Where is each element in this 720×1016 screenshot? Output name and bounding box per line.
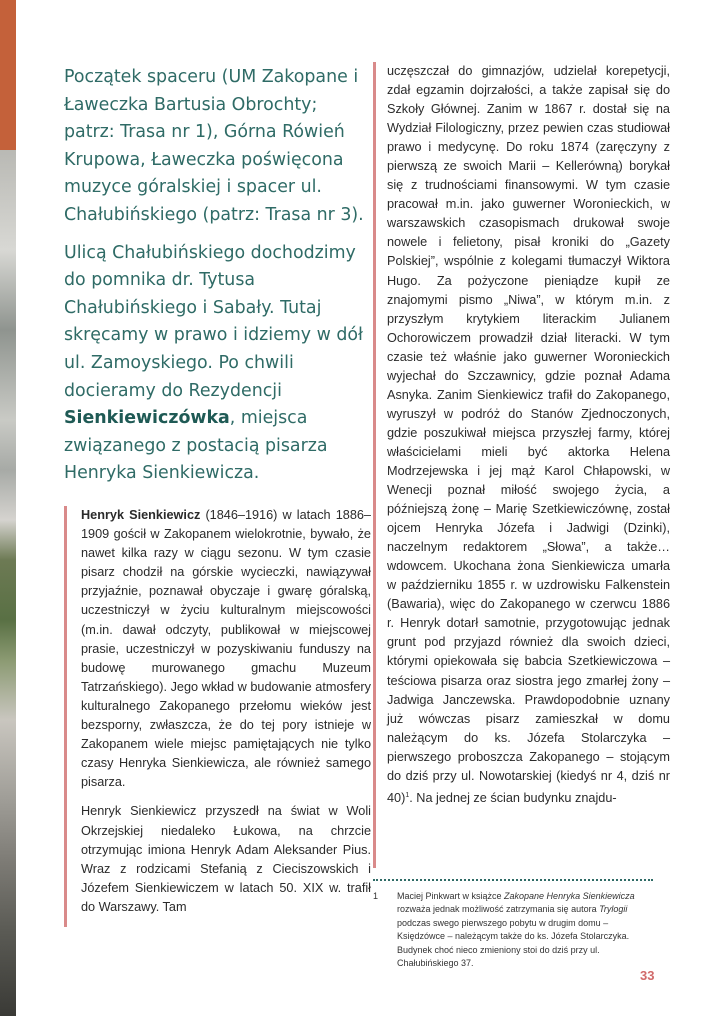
box-paragraph-1 [81, 506, 371, 792]
footnote-trilogy-title: Trylogii [599, 904, 628, 915]
intro-text-start: Ulicą Chałubińskiego dochodzimy do pomnika dr. Tytusa Chałubińskiego i Sabały. Tutaj skręcamy w prawo i idziemy w dół ul. Zamoyskiego. Po chwili docieramy do Rezydencji [64, 242, 363, 401]
intro-paragraph-2 [64, 240, 364, 488]
box-paragraph-2: Henryk Sienkiewicz przyszedł na świat w Woli Okrzejskiej niedaleko Łukowa, na chrzcie otrzymując imiona Henryk Adam Aleksander Pius. Wraz z rodzicami Stefanią z Cieciszowskich i Józefem Sienkiewiczem w latach 50. XIX w. trafił do Warszawy. Tam [81, 804, 371, 914]
biography-box [64, 506, 371, 927]
footnote-text-2: rozważa jednak możliwość zatrzymania się autora [397, 904, 600, 915]
route-intro [64, 64, 364, 498]
footnote-text-3: podczas swego pierwszego pobytu w drugim domu – Księdzówce – należącym także do ks. Józefa Stolarczyka. Budynek choć nieco zmieniony stoi do dziś przy ul. Chałubińskiego 37. [397, 917, 630, 969]
decorative-photo-strip [0, 0, 16, 1016]
right-column-end: . Na jednej ze ścian budynku znajdu- [409, 791, 617, 806]
right-column [373, 62, 670, 868]
footnote-text [397, 890, 655, 970]
page-number: 33 [640, 968, 655, 983]
right-column-body: uczęszczał do gimnazjów, udzielał korepetycji, zdał egzamin dojrzałości, a także zapisał się do Szkoły Głównej. Zanim w 1867 r. dostał się na Wydział Filologiczny, przez pewien czas studiował prawo i medycynę. Do roku 1874 (zaręczyny z pierwszą ze swoich Marii – Kellerówną) borykał się z trudnościami finansowymi. W tym czasie pracował m.in. jako guwerner Woronieckich, w warszawskich czasopismach drukował swoje nowele i felietony, pisał kroniki do „Gazety Polskiej”, wspólnie z kolegami tłumaczył Wiktora Hugo. Za pożyczone pieniądze kupił ze znajomymi pismo „Niwa”, w którym m.in. z przyszłym krytykiem literackim Julianem Ochorowiczem prowadził dział literacki. W tym czasie też właśnie jako guwerner Woronieckich wyjechał do Szczawnicy, gdzie poznał Adama Asnyka. Zanim Sienkiewicz trafił do Zakopanego, wyruszył w podróż do Stanów Zjednoczonych, gdzie poszukiwał miejsca przyszłej farmy, której właścicielami mieli być aktorka Helena Modrzejewska i jej mąż Karol Chłapowski, w Wenecji poznał miłość swojego życia, a późniejszą żonę – Marię Szetkiewiczównę, został ojcem Henryka Józefa i Jadwigi (Dzinki), naczelnym redaktorem „Słowa”, a także… wdowcem. Ukochana żona Sienkiewicza umarła w październiku 1855 r. w uzdrowisku Falkenstein (Bawaria), więc do Zakopanego w czerwcu 1886 r. Henryk dotarł samotnie, przygotowując jednak grunt pod przyjazd również dla swoich dzieci, którymi opiekowała się babcia Szetkiewiczowa – teściowa pisarza oraz siostra jego zmarłej żony – Jadwiga Janczewska. Prawdopodobnie uznany już wówczas pisarz zamieszkał w domu należącym do ks. Józefa Stolarczyka – pierwszego proboszcza Zakopanego – stojącym do dziś przy ul. Nowotarskiej (kiedyś nr 4, dziś nr 40) [387, 64, 670, 806]
intro-text-end: , miejsca związanego z postacią pisarza Henryka Sienkiewicza. [64, 408, 328, 484]
footnote [373, 890, 655, 970]
person-name: Henryk Sienkiewicz [81, 508, 201, 522]
intro-paragraph-1: Początek spaceru (UM Zakopane i Ławeczka Bartusia Obrochty; patrz: Trasa nr 1), Górna Rówień Krupowa, Ławeczka poświęcona muzyce góralskiej i spacer ul. Chałubińskiego (patrz: Trasa nr 3). [64, 67, 364, 225]
footnote-separator [373, 879, 653, 881]
sienkiewiczowka-highlight: Sienkiewiczówka [64, 408, 230, 429]
right-column-text [387, 62, 670, 808]
box-paragraph-1-text: (1846–1916) w latach 1886–1909 gościł w Zakopanem wielokrotnie, bywało, że nawet kilka razy w ciągu sezonu. W tym czasie pisarz chodził na górskie wycieczki, nawiązywał przyjaźnie, poznawał obyczaje i gwarę góralską, uczestniczył w życiu kulturalnym miejscowości (m.in. dawał odczyty, publikował w miejscowej prasie, uczestniczył w pozyskiwaniu funduszy na budowę murowanego gmachu Muzeum Tatrzańskiego). Jego wkład w budowanie atmosfery kulturalnego Zakopanego przełomu wieków jest bezsporny, zwłaszcza, że do tej pory istnieje w Zakopanem wiele miejsc pamiętających nie tylko czasy Henryka Sienkiewicza, ale również samego pisarza. [81, 508, 371, 790]
footnote-book-title: Zakopane Henryka Sienkiewicza [504, 891, 635, 901]
footnote-text-1: Maciej Pinkwart w książce [397, 891, 505, 901]
footnote-reference: 1 [405, 791, 410, 799]
footnote-number: 1 [373, 891, 379, 901]
